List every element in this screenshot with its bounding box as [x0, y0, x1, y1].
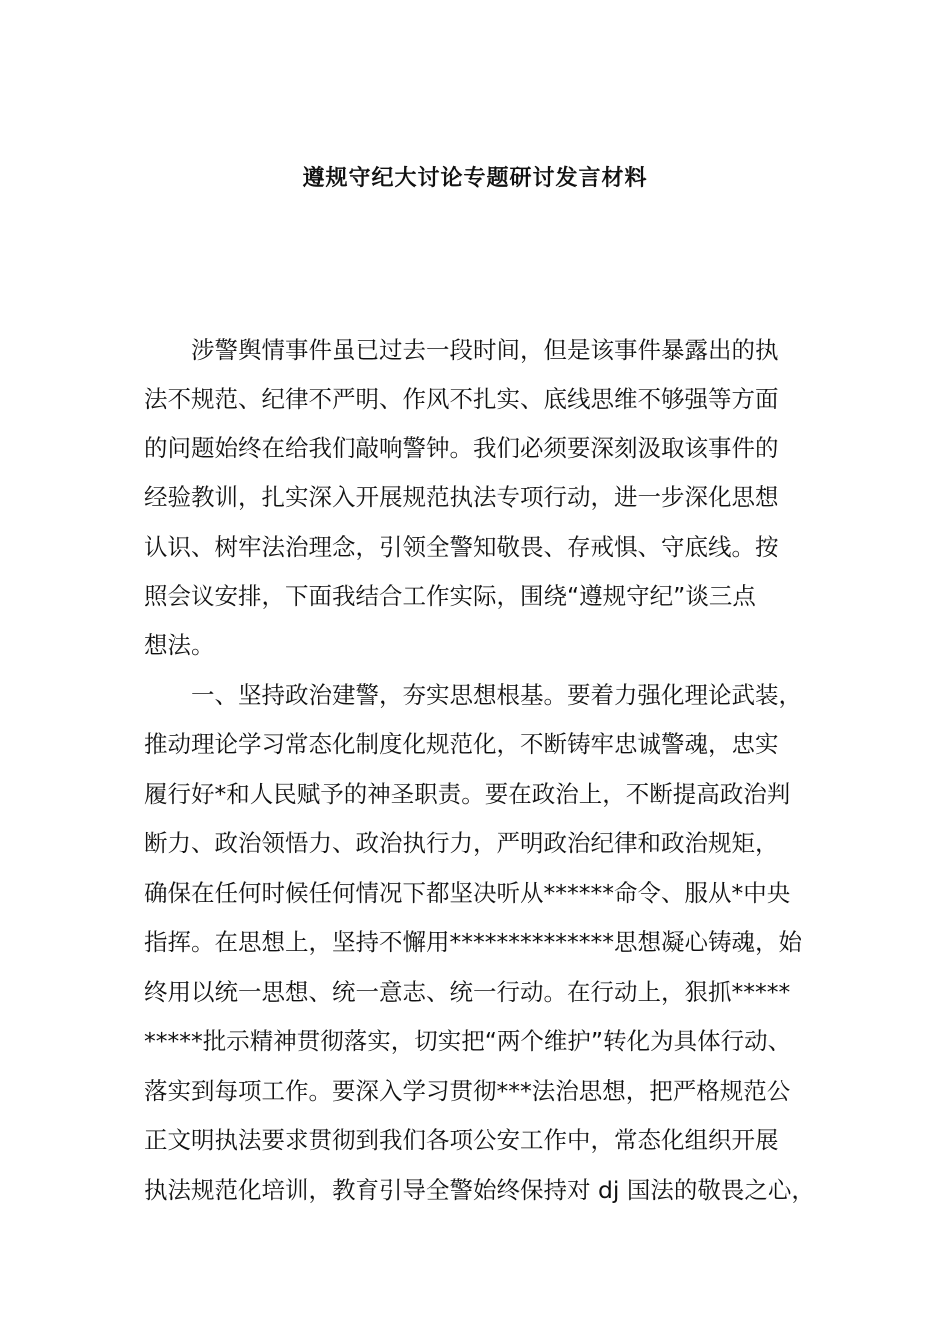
paragraph-1-line-6: 照会议安排，下面我结合工作实际，围绕“遵规守纪”谈三点 — [144, 582, 756, 610]
paragraph-1-line-5: 认识、树牢法治理念，引领全警知敬畏、存戒惧、守底线。按 — [144, 533, 779, 561]
paragraph-2-line-5: 确保在任何时候任何情况下都坚决听从******命令、服从*中央 — [144, 879, 791, 907]
paragraph-2-line-3: 履行好*和人民赋予的神圣职责。要在政治上，不断提高政治判 — [144, 780, 791, 808]
document-title: 遵规守纪大讨论专题研讨发言材料 — [302, 166, 648, 191]
paragraph-1-line-4: 经验教训，扎实深入开展规范执法专项行动，进一步深化思想 — [144, 483, 779, 511]
paragraph-2-line-10: 正文明执法要求贯彻到我们各项公安工作中，常态化组织开展 — [144, 1126, 779, 1154]
paragraph-2-line-9: 落实到每项工作。要深入学习贯彻***法治思想，把严格规范公 — [144, 1077, 791, 1105]
paragraph-2-line-8: *****批示精神贯彻落实，切实把“两个维护”转化为具体行动、 — [144, 1027, 792, 1055]
paragraph-1-line-3: 的问题始终在给我们敲响警钟。我们必须要深刻汲取该事件的 — [144, 434, 779, 462]
paragraph-1-line-2: 法不规范、纪律不严明、作风不扎实、底线思维不够强等方面 — [144, 385, 779, 413]
paragraph-2-line-7: 终用以统一思想、统一意志、统一行动。在行动上，狠抓***** — [144, 978, 791, 1006]
paragraph-2-line-11: 执法规范化培训，教育引导全警始终保持对 dj 国法的敬畏之心， — [144, 1176, 815, 1204]
paragraph-1-line-7: 想法。 — [144, 631, 215, 659]
paragraph-2-line-2: 推动理论学习常态化制度化规范化，不断铸牢忠诚警魂，忠实 — [144, 730, 779, 758]
paragraph-2-line-4: 断力、政治领悟力、政治执行力，严明政治纪律和政治规矩， — [144, 829, 779, 857]
paragraph-2-line-1: 一、坚持政治建警，夯实思想根基。要着力强化理论武装， — [191, 681, 802, 709]
paragraph-2-line-6: 指挥。在思想上，坚持不懈用**************思想凝心铸魂，始 — [144, 928, 802, 956]
paragraph-1-line-1: 涉警舆情事件虽已过去一段时间，但是该事件暴露出的执 — [191, 336, 779, 364]
